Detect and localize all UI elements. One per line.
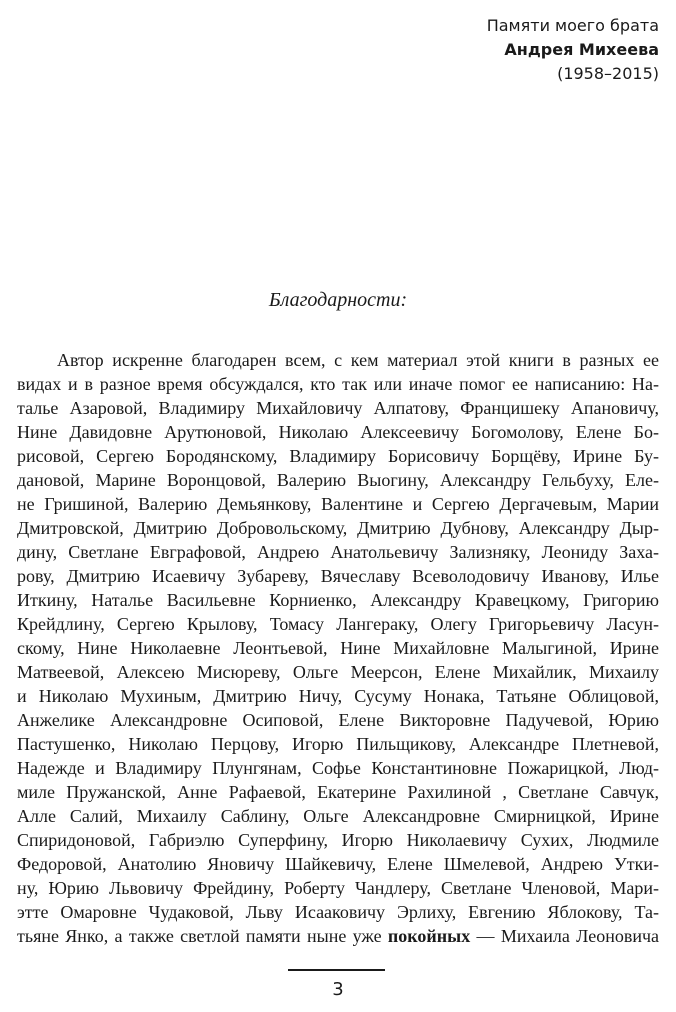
paragraph-line: талье Азаровой, Владимиру Михайловичу Алпатову, Францишеку Апановичу, [17,398,659,418]
paragraph-line: Анжелике Александровне Осиповой, Елене Викторовне Падучевой, Юрию [17,710,659,730]
last-line-end: — Михаила Леоновича [476,926,660,946]
paragraph-line: миле Пружанской, Анне Рафаевой, Екатерине Рахилиной , Светлане Савчук, [17,782,659,802]
footer-rule [288,969,385,971]
page-number: 3 [332,979,344,1000]
dedication-line: Памяти моего брата [486,16,659,35]
paragraph-line: не Гришиной, Валерию Демьянкову, Валентине и Сергею Дергачевым, Марии [17,494,659,514]
paragraph-line: скому, Нине Николаевне Леонтьевой, Нине Михайловне Малыгиной, Ирине [17,638,659,658]
paragraph-line: этте Омаровне Чудаковой, Льву Исааковичу Эрлиху, Евгению Яблокову, Та- [17,902,659,922]
paragraph-line: Федоровой, Анатолию Яновичу Шайкевичу, Елене Шмелевой, Андрею Утки- [17,854,659,874]
dedication [487,14,659,86]
paragraph-line: Алле Салий, Михаилу Саблину, Ольге Александровне Смирницкой, Ирине [17,806,659,826]
paragraph-line: дину, Светлане Евграфовой, Андрею Анатольевичу Зализняку, Леониду Заха- [17,542,659,562]
paragraph-line: видах и в разное время обсуждался, кто так или иначе помог ее написанию: На- [17,374,659,394]
dedication-name: Андрея Михеева [504,40,659,59]
paragraph-line: Крейдлину, Сергею Крылову, Томасу Лангераку, Олегу Григорьевичу Ласун- [17,614,659,634]
last-line-start: тьяне Янко, а также светлой памяти ныне уже [17,926,382,946]
paragraph-line: ну, Юрию Львовичу Фрейдину, Роберту Чандлеру, Светлане Членовой, Мари- [17,878,659,898]
emphasis-word: покойных [387,926,471,946]
paragraph-line: Нине Давидовне Арутюновой, Николаю Алексеевичу Богомолову, Елене Бо- [17,422,659,442]
paragraph-line: Автор искренне благодарен всем, с кем материал этой книги в разных ее [57,350,659,370]
paragraph-line: Иткину, Наталье Васильевне Корниенко, Александру Кравецкому, Григорию [17,590,659,610]
paragraph-line: и Николаю Мухиным, Дмитрию Ничу, Сусуму Нонака, Татьяне Облицовой, [17,686,659,706]
paragraph-line: рову, Дмитрию Исаевичу Зубареву, Вячеславу Всеволодовичу Иванову, Илье [17,566,659,586]
paragraph-line: дановой, Марине Воронцовой, Валерию Выогину, Александру Гельбуху, Еле- [17,470,659,490]
dedication-years: (1958–2015) [557,64,659,83]
paragraph-last-line [17,924,659,948]
paragraph-line: Пастушенко, Николаю Перцову, Игорю Пильщикову, Александре Плетневой, [17,734,659,754]
paragraph-line: Спиридоновой, Габриэлю Суперфину, Игорю Николаевичу Сухих, Людмиле [17,830,659,850]
acknowledgements-paragraph [17,348,659,948]
paragraph-line: Надежде и Владимиру Плунгянам, Софье Константиновне Пожарицкой, Люд- [17,758,659,778]
paragraph-line: Матвеевой, Алексею Мисюреву, Ольге Меерсон, Елене Михайлик, Михаилу [17,662,659,682]
section-heading: Благодарности: [268,289,408,311]
paragraph-line: рисовой, Сергею Бородянскому, Владимиру Борисовичу Борщёву, Ирине Бу- [17,446,659,466]
paragraph-line: Дмитровской, Дмитрию Добровольскому, Дмитрию Дубнову, Александру Дыр- [17,518,659,538]
